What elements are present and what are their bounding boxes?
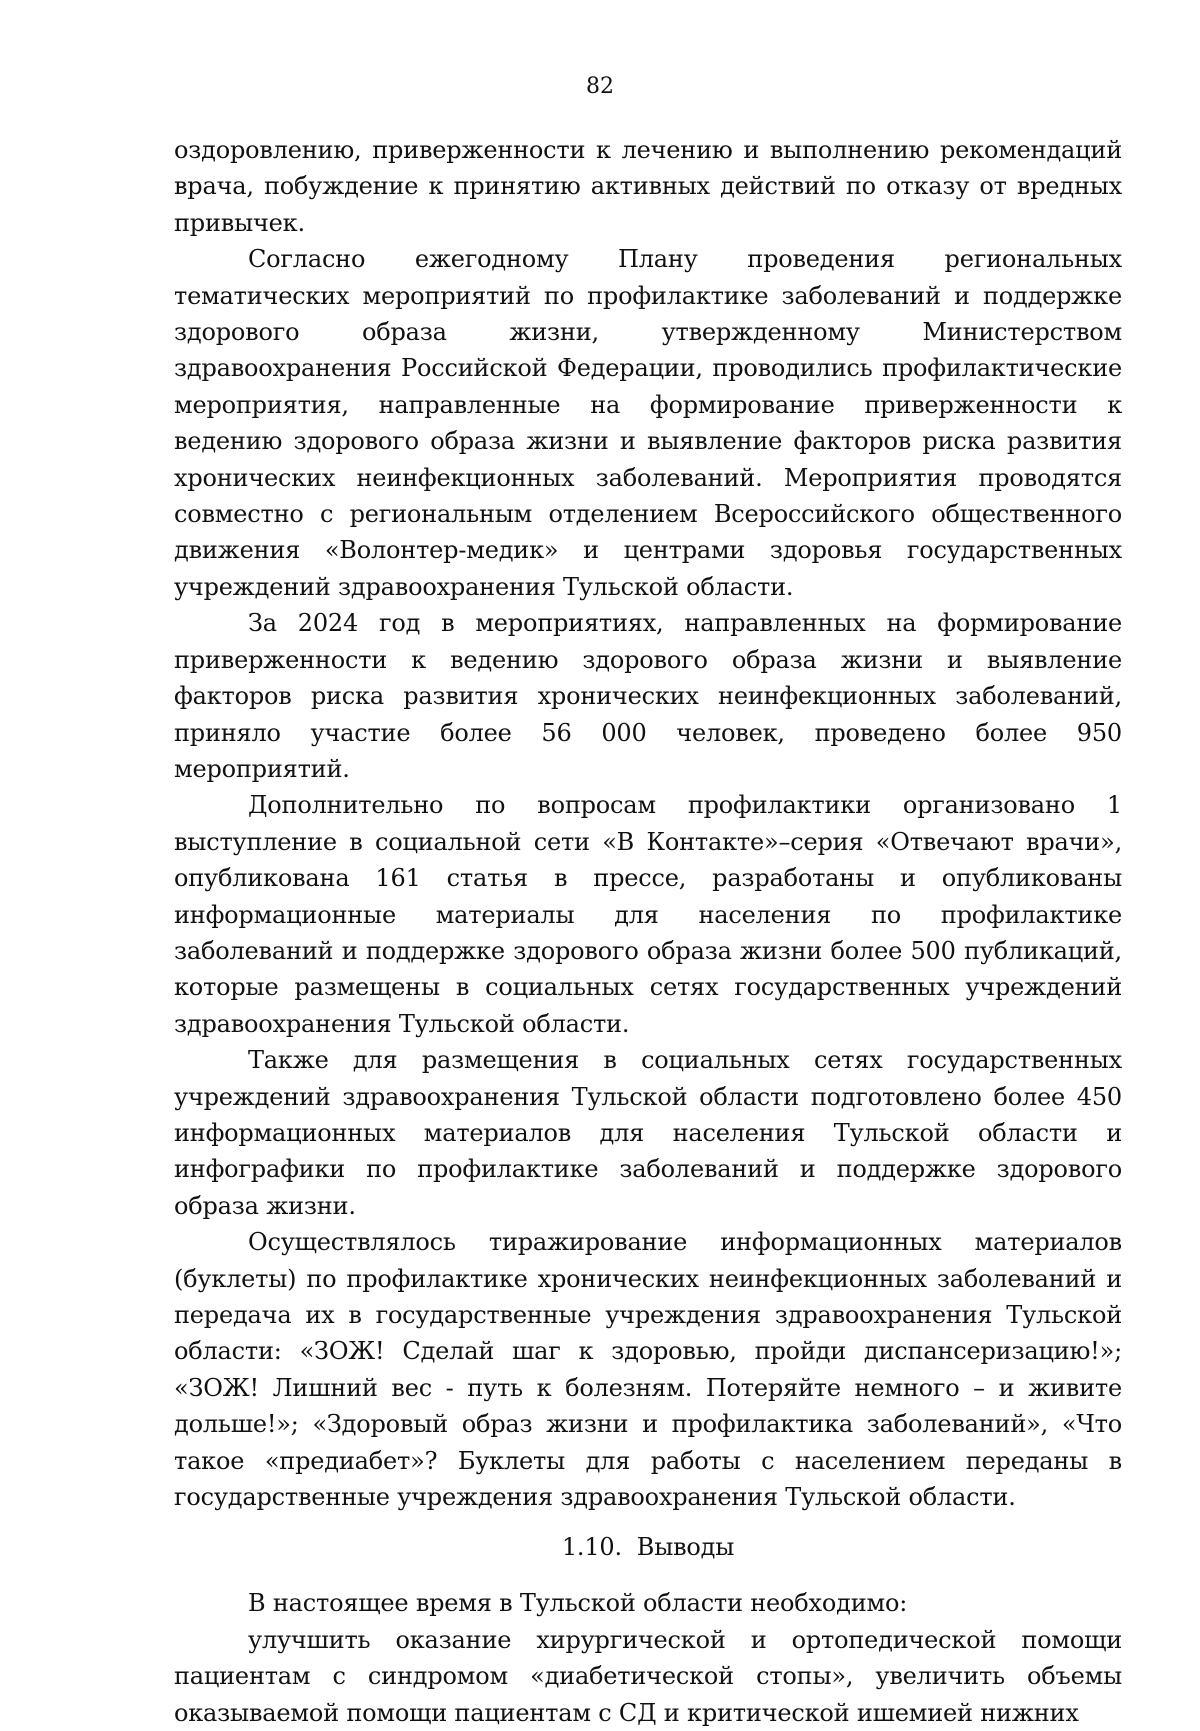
paragraph-infographics: Также для размещения в социальных сетях государственных учреждений здравоохранения Тульской области подготовлено более 450 информационных материалов для населения Тульской области и инфографики по профилактике заболеваний и поддержке здорового образа жизни. [174,1046,1122,1220]
paragraph-conclusions-intro: В настоящее время в Тульской области необходимо: [248,1589,908,1618]
page-number: 82 [586,74,614,99]
section-title: Выводы [636,1533,735,1562]
section-heading [174,1529,1122,1565]
paragraph-continued: оздоровлению, приверженности к лечению и выполнению рекомендаций врача, побуждение к принятию активных действий по отказу от вредных привычек. [174,136,1122,237]
section-number: 1.10. [561,1533,622,1562]
paragraph-booklets: Осуществлялось тиражирование информационных материалов (буклеты) по профилактике хронических неинфекционных заболеваний и передача их в государственные учреждения здравоохранения Тульской области: «ЗОЖ! Сделай шаг к здоровью, пройди диспансеризацию!»; «ЗОЖ! Лишний вес - путь к болезням. Потеряйте немного – и живите дольше!»; «Здоровый образ жизни и профилактика заболеваний», «Что такое «предиабет»? Буклеты для работы с населением переданы в государственные учреждения здравоохранения Тульской области. [174,1228,1122,1512]
document-body [174,132,1122,1731]
paragraph-conclusion-diabetic-foot: улучшить оказание хирургической и ортопедической помощи пациентам с синдромом «диабетической стопы», увеличить объемы оказываемой помощи пациентам с СД и критической ишемией нижних [174,1625,1122,1727]
paragraph-regional-plan: Согласно ежегодному Плану проведения региональных тематических мероприятий по профилактике заболеваний и поддержке здорового образа жизни, утвержденному Министерством здравоохранения Российской Федерации, проводились профилактические мероприятия, направленные на формирование приверженности к ведению здорового образа жизни и выявление факторов риска развития хронических неинфекционных заболеваний. Мероприятия проводятся совместно с региональным отделением Всероссийского общественного движения «Волонтер-медик» и центрами здоровья государственных учреждений здравоохранения Тульской области. [174,245,1122,601]
paragraph-social-media: Дополнительно по вопросам профилактики организовано 1 выступление в социальной сети «В Контакте»–серия «Отвечают врачи», опубликована 161 статья в прессе, разработаны и опубликованы информационные материалы для населения по профилактике заболеваний и поддержке здорового образа жизни более 500 публикаций, которые размещены в социальных сетях государственных учреждений здравоохранения Тульской области. [174,791,1122,1038]
paragraph-2024-results: За 2024 год в мероприятиях, направленных на формирование приверженности к ведению здорового образа жизни и выявление факторов риска развития хронических неинфекционных заболеваний, приняло участие более 56 000 человек, проведено более 950 мероприятий. [174,609,1122,783]
